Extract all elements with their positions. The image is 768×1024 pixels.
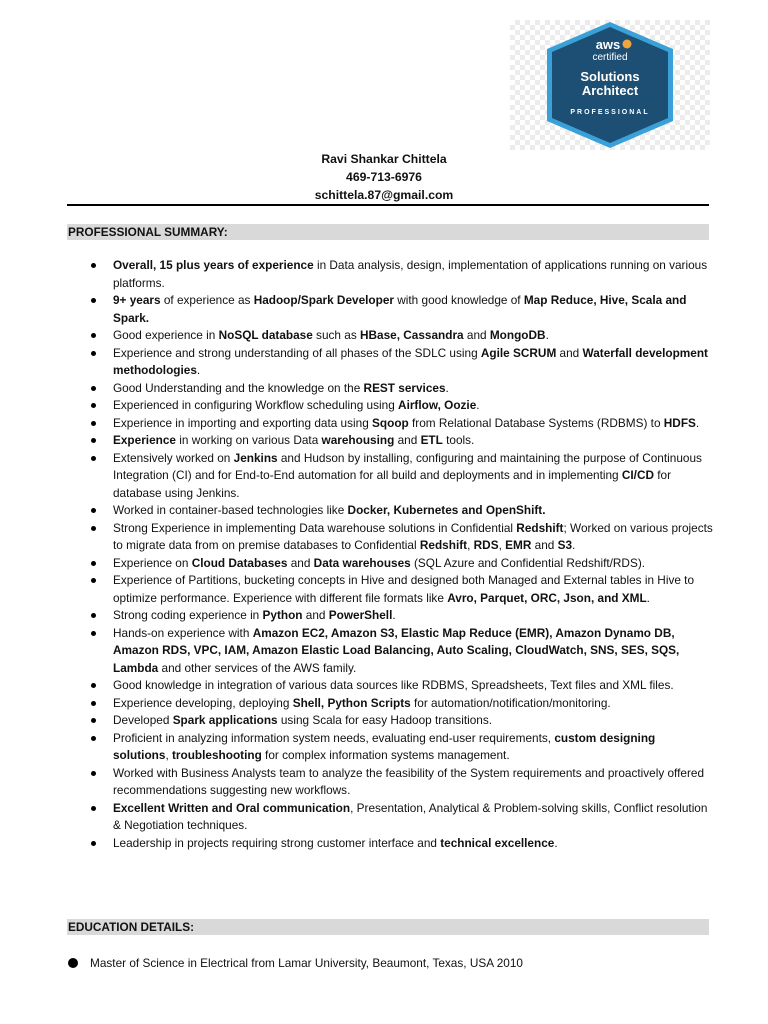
badge-check-icon <box>623 40 632 49</box>
summary-item <box>113 625 713 678</box>
summary-item <box>113 677 713 695</box>
summary-item <box>113 257 713 292</box>
summary-item-text: . <box>545 328 549 342</box>
summary-item-bold-text: ETL <box>420 433 443 447</box>
summary-item <box>113 520 713 555</box>
summary-item-bold-text: CI/CD <box>621 468 654 482</box>
summary-item-text: Good Understanding and the knowledge on the <box>113 380 364 395</box>
summary-item-bold-text: Waterfall development methodologies <box>113 345 708 377</box>
summary-item-bold-text: technical excellence <box>440 835 555 850</box>
summary-item-bold-text: Cloud Databases <box>191 555 288 570</box>
summary-item <box>113 292 713 327</box>
summary-item <box>113 502 713 520</box>
summary-item-text: , <box>498 538 506 552</box>
summary-item <box>113 607 713 625</box>
summary-item-text: using Scala for easy Hadoop transitions. <box>277 713 493 727</box>
summary-item-text: , Presentation, Analytical & Problem-solving skills, Conflict resolution & Negotiation techniques. <box>113 800 708 832</box>
summary-item-bold-text: EMR <box>505 538 532 552</box>
summary-item-text: and <box>531 538 558 552</box>
candidate-name: Ravi Shankar Chittela <box>321 152 447 166</box>
summary-item-text: Hands-on experience with <box>113 625 253 640</box>
summary-item-bold-text: REST services <box>363 380 446 395</box>
summary-item <box>113 397 713 415</box>
summary-item-text: from Relational Database Systems (RDBMS) to <box>408 415 664 430</box>
education-list <box>90 954 710 972</box>
summary-item-text: Experience developing, deploying <box>113 695 293 710</box>
summary-item-text: for complex information systems management. <box>261 748 510 762</box>
header-divider <box>67 204 709 206</box>
summary-item-text: Experienced in configuring Workflow scheduling using <box>113 398 399 412</box>
summary-item-text: and Hudson by installing, configuring and maintaining the purpose of Continuous Integration (CI) and for End-to-End automation for all build and deployments and in implementing <box>113 450 702 482</box>
summary-item <box>113 415 713 433</box>
summary-item-text: Extensively worked on <box>113 450 234 465</box>
summary-item-text: Good experience in <box>113 328 219 342</box>
summary-item-text: and other services of the AWS family. <box>158 660 357 675</box>
summary-item-text: Experience and strong understanding of all phases of the SDLC using <box>113 345 481 360</box>
section-title-education: EDUCATION DETAILS: <box>67 919 709 935</box>
summary-item-text: . <box>572 538 576 552</box>
badge-hexagon-icon <box>510 20 710 150</box>
section-title-summary: PROFESSIONAL SUMMARY: <box>67 224 709 240</box>
summary-item-text: . <box>695 415 700 430</box>
summary-item-bold-text: troubleshooting <box>172 748 262 762</box>
summary-item-text: with good knowledge of <box>393 293 524 307</box>
summary-item-bold-text: Airflow, Oozie <box>398 398 477 412</box>
summary-item-text: . <box>445 380 449 395</box>
summary-item-bold-text: Sqoop <box>372 415 409 430</box>
summary-item-text: (SQL Azure and Confidential Redshift/RDS). <box>410 555 646 570</box>
badge-line2: Architect <box>581 83 639 98</box>
summary-item-bold-text: 9+ years <box>113 293 161 307</box>
summary-item-text: of experience as <box>160 293 254 307</box>
education-item: Master of Science in Electrical from Lamar University, Beaumont, Texas, USA 2010 <box>90 954 710 972</box>
summary-item-bold-text: Experience <box>113 433 176 447</box>
summary-item-text: ; Worked on various projects to migrate data from on premise databases to Confidential <box>113 520 713 552</box>
summary-item <box>113 555 713 573</box>
summary-item-text: . <box>646 590 650 605</box>
summary-item <box>113 800 713 835</box>
summary-item-bold-text: Map Reduce, Hive, Scala and Spark. <box>113 293 687 325</box>
summary-item-text: and <box>287 555 314 570</box>
summary-item-bold-text: Agile SCRUM <box>480 345 557 360</box>
summary-item-bold-text: Hadoop/Spark Developer <box>253 293 394 307</box>
summary-item-bold-text: Python <box>262 608 303 622</box>
summary-item-text: and <box>463 328 490 342</box>
summary-item-bold-text: Data warehouses <box>313 555 411 570</box>
summary-item-bold-text: MongoDB <box>489 328 546 342</box>
summary-item-text: . <box>196 363 201 377</box>
summary-item-text: Worked with Business Analysts team to analyze the feasibility of the System requirements and proactively offered recommendations suggesting new workflows. <box>113 765 705 797</box>
summary-list <box>113 257 713 852</box>
summary-item-text: Proficient in analyzing information system needs, evaluating end-user requirements, <box>113 730 555 745</box>
summary-item-bold-text: Shell, Python Scripts <box>292 695 411 710</box>
summary-item <box>113 380 713 398</box>
summary-item-bold-text: NoSQL database <box>218 328 313 342</box>
summary-item-bold-text: S3 <box>557 538 573 552</box>
summary-item-bold-text: Avro, Parquet, ORC, Json, and XML <box>447 590 647 605</box>
summary-item-text: . <box>476 398 480 412</box>
summary-item-text: , <box>165 748 172 762</box>
summary-item-text: for database using Jenkins. <box>113 468 672 500</box>
badge-level: PROFESSIONAL <box>570 109 650 116</box>
summary-item-bold-text: HBase, Cassandra <box>360 328 464 342</box>
badge-brand: aws <box>595 37 621 52</box>
summary-item-text: . <box>392 608 396 622</box>
summary-item <box>113 730 713 765</box>
summary-item-text: and <box>556 345 583 360</box>
summary-item-bold-text: Excellent Written and Oral communication <box>113 800 351 815</box>
summary-item-bold-text: PowerShell <box>328 608 393 622</box>
summary-item-bold-text: RDS <box>473 538 499 552</box>
summary-item-text: and <box>302 608 329 622</box>
summary-item-bold-text: Redshift <box>516 520 564 535</box>
candidate-phone: 469-713-6976 <box>346 170 422 184</box>
summary-item-text: such as <box>312 328 360 342</box>
summary-item <box>113 712 713 730</box>
summary-item-bold-text: Jenkins <box>233 450 278 465</box>
summary-item-text: , <box>467 538 474 552</box>
summary-item-text: Worked in container-based technologies like <box>113 503 348 517</box>
summary-item-text: Experience of Partitions, bucketing concepts in Hive and designed both Managed and External tables in Hive to optimize performance. Experience with different file formats like <box>113 573 695 605</box>
summary-item <box>113 765 713 800</box>
summary-item-text: Leadership in projects requiring strong customer interface and <box>113 835 441 850</box>
summary-item-text: Good knowledge in integration of various data sources like RDBMS, Spreadsheets, Text files and XML files. <box>113 678 674 692</box>
summary-item <box>113 432 713 450</box>
summary-item-bold-text: Amazon EC2, Amazon S3, Elastic Map Reduce (EMR), Amazon Dynamo DB, Amazon RDS, VPC, IAM, Amazon Elastic Load Balancing, Auto Scaling, CloudWatch, SNS, SES, SQS, Lambda <box>113 625 680 675</box>
summary-item-text: in working on various Data <box>175 433 322 447</box>
summary-item-text: . <box>554 835 558 850</box>
badge-certified: certified <box>592 52 628 63</box>
summary-item-bold-text: Redshift <box>419 538 468 552</box>
summary-item-text: Experience in importing and exporting data using <box>113 415 373 430</box>
summary-item-bold-text: custom designing solutions <box>113 730 656 762</box>
summary-item-text: tools. <box>442 433 475 447</box>
candidate-email: schittela.87@gmail.com <box>314 188 454 202</box>
summary-item-text: Strong Experience in implementing Data warehouse solutions in Confidential <box>113 520 517 535</box>
aws-certification-badge <box>510 20 710 150</box>
badge-line1: Solutions <box>580 69 640 84</box>
summary-item <box>113 572 713 607</box>
summary-item <box>113 695 713 713</box>
summary-item-text: Developed <box>113 713 173 727</box>
summary-item-text: Experience on <box>113 555 192 570</box>
summary-item-bold-text: Spark applications <box>172 713 278 727</box>
resume-header <box>0 150 768 204</box>
summary-item-text: for automation/notification/monitoring. <box>410 695 611 710</box>
summary-item-text: and <box>394 433 421 447</box>
summary-item <box>113 327 713 345</box>
summary-item <box>113 345 713 380</box>
summary-item <box>113 450 713 503</box>
summary-item-bold-text: Overall, 15 plus years of experience <box>113 258 314 272</box>
summary-item-text: Strong coding experience in <box>113 608 263 622</box>
summary-item-bold-text: Docker, Kubernetes and OpenShift. <box>347 503 546 517</box>
summary-item-bold-text: warehousing <box>321 433 395 447</box>
summary-item <box>113 835 713 853</box>
summary-item-text: in Data analysis, design, implementation of applications running on various platforms. <box>113 258 708 290</box>
summary-item-bold-text: HDFS <box>663 415 696 430</box>
